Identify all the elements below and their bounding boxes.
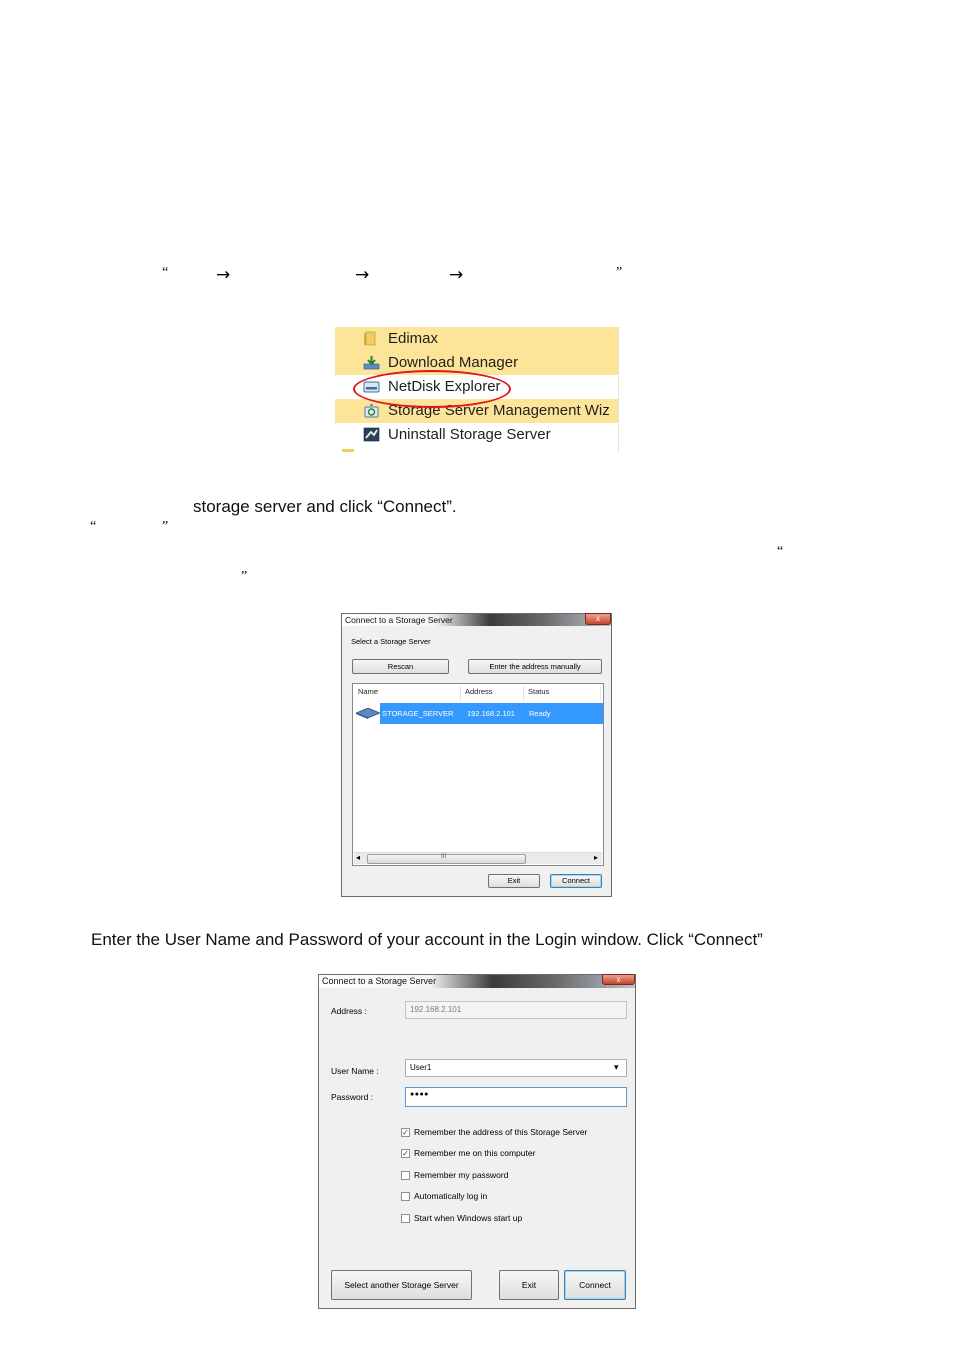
server-icon (356, 708, 380, 721)
username-label: User Name : (331, 1066, 379, 1076)
arrow-icon: → (216, 265, 231, 285)
remember-password-label[interactable]: Remember my password (414, 1170, 509, 1180)
dialog-title: Connect to a Storage Server (345, 615, 453, 625)
close-quote: ” (162, 519, 169, 534)
column-header-address[interactable]: Address (465, 687, 493, 696)
check-icon: ✓ (402, 1128, 409, 1137)
connect-button[interactable]: Connect (550, 874, 602, 888)
close-quote: ” (616, 265, 623, 280)
start-with-windows-checkbox[interactable] (401, 1214, 410, 1223)
remember-me-label[interactable]: Remember me on this computer (414, 1148, 536, 1158)
open-quote: “ (162, 265, 169, 280)
remember-address-label[interactable]: Remember the address of this Storage Server (414, 1127, 588, 1137)
table-row[interactable] (380, 703, 603, 724)
connect-button[interactable]: Connect (564, 1270, 626, 1300)
chevron-down-icon[interactable]: ▾ (614, 1062, 619, 1072)
exit-button[interactable]: Exit (488, 874, 540, 888)
title-bar (342, 614, 611, 626)
column-divider (600, 686, 601, 700)
menu-item-label: Uninstall Storage Server (388, 426, 551, 443)
menu-item-uninstall[interactable] (335, 423, 618, 447)
title-bar (319, 975, 635, 988)
login-dialog (318, 974, 636, 1309)
close-button[interactable]: x (585, 613, 611, 625)
exit-button[interactable]: Exit (499, 1270, 559, 1300)
column-header-name[interactable]: Name (358, 687, 379, 696)
server-status-cell: Ready (529, 709, 551, 718)
server-list[interactable] (352, 683, 604, 866)
auto-login-label[interactable]: Automatically log in (414, 1191, 488, 1201)
scroll-right-icon[interactable]: ▸ (594, 853, 599, 862)
menu-item-label: NetDisk Explorer (388, 378, 501, 395)
column-divider (523, 686, 524, 700)
password-label: Password : (331, 1092, 374, 1102)
step3-instruction: Enter the User Name and Password of your account in the Login window. Click “Connect” (91, 930, 763, 949)
menu-bottom-edge (342, 449, 354, 452)
select-another-server-button[interactable]: Select another Storage Server (331, 1270, 472, 1300)
open-quote: “ (777, 544, 784, 559)
rescan-button[interactable]: Rescan (352, 659, 449, 674)
wizard-icon (363, 403, 380, 418)
remember-address-checkbox[interactable] (401, 1128, 410, 1137)
menu-item-download-manager[interactable] (335, 351, 618, 375)
download-icon (363, 355, 380, 370)
menu-item-edimax-folder[interactable] (335, 327, 618, 351)
arrow-icon: → (355, 265, 370, 285)
close-button[interactable]: x (602, 974, 635, 985)
server-address-cell: 192.168.2.101 (467, 709, 515, 718)
select-server-dialog (341, 613, 612, 897)
auto-login-checkbox[interactable] (401, 1192, 410, 1201)
open-quote: “ (90, 519, 97, 534)
uninstall-icon (363, 427, 380, 442)
password-field[interactable] (405, 1087, 627, 1107)
column-divider (460, 686, 461, 700)
highlight-circle (353, 370, 511, 408)
username-value: User1 (410, 1063, 432, 1072)
check-icon: ✓ (402, 1149, 409, 1158)
menu-item-label: Download Manager (388, 354, 519, 371)
section-heading: Select a Storage Server (351, 637, 431, 646)
scroll-grip: III (441, 854, 447, 860)
horizontal-scrollbar[interactable] (354, 852, 602, 864)
remember-password-checkbox[interactable] (401, 1171, 410, 1180)
start-with-windows-label[interactable]: Start when Windows start up (414, 1213, 523, 1223)
arrow-icon: → (449, 265, 464, 285)
column-header-status[interactable]: Status (528, 687, 550, 696)
server-name-cell: STORAGE_SERVER (382, 709, 454, 718)
scroll-left-icon[interactable]: ◂ (356, 853, 361, 862)
address-label: Address : (331, 1006, 367, 1016)
menu-item-label: Edimax (388, 330, 439, 347)
enter-address-manually-button[interactable]: Enter the address manually (468, 659, 602, 674)
menu-item-label: Storage Server Management Wiz (388, 402, 610, 419)
close-quote: ” (241, 569, 248, 584)
username-dropdown[interactable] (405, 1059, 627, 1077)
address-value: 192.168.2.101 (410, 1005, 462, 1014)
step2-instruction: storage server and click “Connect”. (193, 497, 457, 516)
scroll-thumb[interactable] (367, 854, 526, 864)
address-field (405, 1001, 627, 1019)
folder-icon (363, 331, 380, 346)
password-value: ●●●● (410, 1091, 429, 1098)
dialog-title: Connect to a Storage Server (322, 976, 437, 986)
remember-me-checkbox[interactable] (401, 1149, 410, 1158)
